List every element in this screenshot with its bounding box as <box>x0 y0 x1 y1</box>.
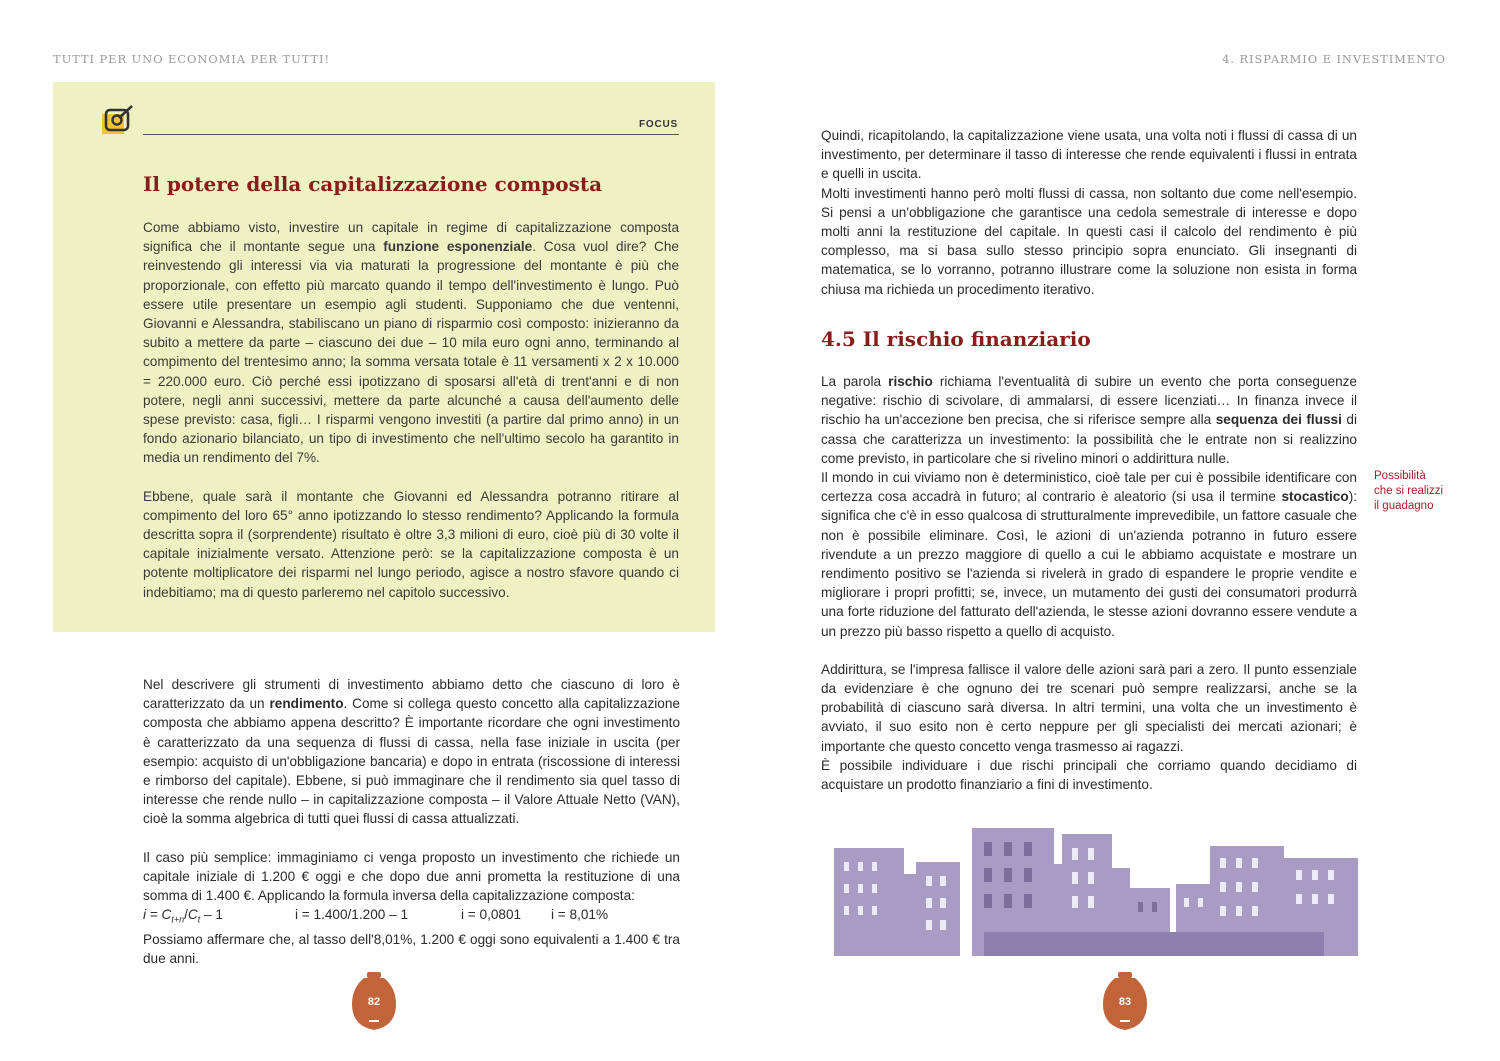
formula-3: i = 0,0801 <box>461 907 522 923</box>
focus-rule <box>143 134 679 135</box>
right-paragraph-1: Quindi, ricapitolando, la capitalizzazione viene usata, una volta noti i flussi di cassa di un investimento, per determinare il tasso di interesse che rende equivalenti i flussi in entrata e quelli in uscita. <box>821 128 1357 182</box>
right-paragraph-6: È possibile individuare i due rischi principali che corriamo quando decidiamo di acquistare un prodotto finanziario a fini di investimento. <box>821 757 1357 793</box>
right-page-body <box>821 372 1357 794</box>
focus-box <box>53 82 715 632</box>
running-header-left: TUTTI PER UNO ECONOMIA PER TUTTI! <box>53 52 331 66</box>
formula-2: i = 1.400/1.200 – 1 <box>295 907 408 923</box>
right-paragraph-4: Il mondo in cui viviamo non è deterministico, cioè tale per cui è possibile identificare con certezza cosa accadrà in futuro; al contrario è aleatorio (si usa il termine stocastico): significa che c'è in esso qualcosa di strutturalmente imprevedibile, un fattore casuale che non è possibile eliminare. Così, le azioni di un'azienda potranno in futuro essere rivendute a un prezzo maggiore di quello a cui le abbiamo acquistate e mostrare un rendimento positivo se l'azienda si rivelerà in grado di espandere le proprie vendite e migliorare i propri profitti; se, invece, un mutamento dei gusti dei consumatori produrrà una forte riduzione del fatturato dell'azienda, le stesse azioni dovranno essere vendute a un prezzo più basso rispetto a quello di acquisto. <box>821 470 1357 639</box>
focus-body <box>143 218 679 602</box>
page-number-left <box>350 970 398 1034</box>
section-title: 4.5 Il rischio finanziario <box>821 327 1091 351</box>
right-paragraph-3: La parola rischio richiama l'eventualità di subire un evento che porta conseguenze negative: rischio di scivolare, di ammalarsi, di essere licenziati… In finanza invece il rischio ha un'accezione ben precisa, che si riferisce sempre alla sequenza dei flussi di cassa che caratterizza un investimento: la possibilità che le entrate non si realizzino come previsto, in particolare che si rivelino minori o addirittura nulle. <box>821 374 1358 466</box>
focus-paragraph-1: Come abbiamo visto, investire un capitale in regime di capitalizzazione composta significa che il montante segue una funzione esponenziale. Cosa vuol dire? Che reinvestendo gli interessi via via maturati la progressione del montante è più che proporzionale, con effetto più marcato quando il tempo dell'investimento è lungo. Può essere utile presentare un esempio agli studenti. Supponiamo che due ventenni, Giovanni e Alessandra, stabiliscano un piano di risparmio così composto: inizieranno da subito a mettere da parte – ciascuno dei due – 10 mila euro ogni anno, terminando al compimento del trentesimo anno; la somma versata totale è 11 versamenti x 2 x 10.000 = 220.000 euro. Ciò perché essi ipotizzano di sposarsi all'età di trent'anni e di non potere, negli anni successivi, mettere da parte alcunché a causa dell'aumento delle spese previsto: casa, figli… I risparmi vengono investiti (a partire dal primo anno) in un fondo azionario bilanciato, un tipo di investimento che nell'ultimo secolo ha garantito in media un rendimento del 7%. <box>143 220 679 466</box>
right-paragraph-5: Addirittura, se l'impresa fallisce il valore delle azioni sarà pari a zero. Il punto essenziale da evidenziare è che ognuno dei tre scenari può sempre realizzarsi, anche se la probabilità di ciascuno sarà diversa. In altri termini, una volta che un investimento è avviato, il suo esito non è certo neppure per gli specialisti dei mercati azionari; è importante che questo concetto venga trasmesso ai ragazzi. <box>821 661 1357 754</box>
margin-note: Possibilità che si realizzi il guadagno <box>1374 470 1444 512</box>
page-number-left-text: 82 <box>367 996 381 1008</box>
focus-paragraph-2: Ebbene, quale sarà il montante che Giovanni ed Alessandra potranno ritirare al compimento del loro 65° anno ipotizzando lo stesso rendimento? Applicando la formula descritta sopra il (sorprendente) risultato è oltre 3,3 milioni di euro, cioè più di 30 volte il capitale inizialmente versato. Attenzione però: se la capitalizzazione composta è un potente moltiplicatore dei risparmi nel lungo periodo, agisce a nostro sfavore quando ci indebitiamo; ma di questo parleremo nel capitolo successivo. <box>143 488 679 600</box>
city-skyline-illustration <box>834 828 1358 956</box>
running-header-right: 4. RISPARMIO E INVESTIMENTO <box>1222 52 1446 66</box>
formula-4: i = 8,01% <box>551 907 609 923</box>
formula-1: $i = C_{t+n}/C_t - 1$ <box>143 907 223 925</box>
right-page-intro <box>821 126 1357 299</box>
page-number-right-text: 83 <box>1118 996 1132 1008</box>
left-paragraph-3: Possiamo affermare che, al tasso dell'8,01%, 1.200 € oggi sono equivalenti a 1.400 € tra due anni. <box>143 932 680 967</box>
focus-label: FOCUS <box>639 119 678 130</box>
focus-target-icon <box>101 104 135 136</box>
focus-title: Il potere della capitalizzazione composta <box>143 172 603 196</box>
formula-line <box>143 905 680 930</box>
left-paragraph-1: Nel descrivere gli strumenti di investimento abbiamo detto che ciascuno di loro è caratterizzato da un rendimento. Come si collega questo concetto alla capitalizzazione composta che abbiamo appena descritto? È importante ricordare che ogni investimento è caratterizzato da una sequenza di flussi di cassa, nella fase iniziale in uscita (per esempio: acquisto di un'obbligazione bancaria) e dopo in entrata (riscossione di interessi e rimborso del capitale). Ebbene, si può immaginare che il rendimento sia quel tasso di interesse che rende nullo – in capitalizzazione composta – il Valore Attuale Netto (VAN), cioè la somma algebrica di tutti quei flussi di cassa attualizzati. <box>143 677 680 827</box>
left-paragraph-2: Il caso più semplice: immaginiamo ci venga proposto un investimento che richiede un capitale iniziale di 1.200 € oggi e che dopo due anni prometta la restituzione di una somma di 1.400 €. Applicando la formula inversa della capitalizzazione composta: <box>143 849 680 904</box>
right-paragraph-2: Molti investimenti hanno però molti flussi di cassa, non soltanto due come nell'esempio. Si pensi a un'obbligazione che garantisce una cedola semestrale di interesse e dopo molti anni la restituzione del capitale. In questi casi il calcolo del rendimento è più complesso, ma si basa sullo stesso principio sopra enunciato. Gli insegnanti di matematica, se lo vorranno, potranno illustrare come la soluzione non esista in forma chiusa ma richieda un procedimento iterativo. <box>821 185 1357 297</box>
left-page-body <box>143 675 680 969</box>
page-number-right <box>1101 970 1149 1034</box>
